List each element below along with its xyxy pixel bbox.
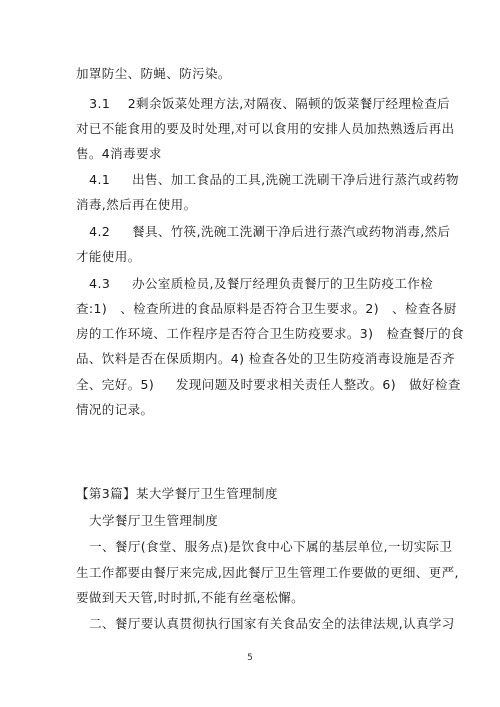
section-heading: 【第3篇】某大学餐厅卫生管理制度 [76, 486, 278, 501]
text-line: 大学餐厅卫生管理制度 [76, 513, 219, 528]
text-line: 情况的记录。 [76, 402, 154, 417]
text-line: 4.2 餐具、竹筷,洗碗工洗涮干净后进行蒸汽或药物消毒,然后 [76, 224, 451, 239]
text-line: 对已不能食用的要及时处理,对可以食用的安排人员加热熟透后再出 [76, 121, 455, 136]
text-line: 全、完好。5) 发现问题及时要求相关责任人整改。6) 做好检查 [76, 377, 461, 392]
text-line: 生工作都要由餐厅来完成,因此餐厅卫生管理工作要做的更细、更严, [76, 565, 459, 580]
page-number: 5 [247, 653, 253, 663]
text-line: 一、餐厅(食堂、服务点)是饮食中心下属的基层单位,一切实际卫 [76, 539, 453, 554]
text-line: 4.3 办公室质检员,及餐厅经理负责餐厅的卫生防疫工作检 [76, 276, 434, 291]
text-line: 3.1 2剩余饭菜处理方法,对隔夜、隔顿的饭菜餐厅经理检查后 [76, 96, 451, 111]
text-line: 二、餐厅要认真贯彻执行国家有关食品安全的法律法规,认真学习 [76, 616, 455, 631]
text-line: 消毒,然后再在使用。 [76, 197, 197, 212]
text-line: 加罩防尘、防蝇、防污染。 [76, 66, 231, 81]
text-line: 才能使用。 [76, 249, 141, 264]
text-line: 房的工作环境、工作程序是否符合卫生防疫要求。3) 检查餐厅的食 [76, 326, 464, 341]
text-line: 查:1) 、检查所进的食品原料是否符合卫生要求。2) 、检查各厨 [76, 301, 457, 316]
text-line: 售。4消毒要求 [76, 146, 162, 161]
text-line: 品、饮料是否在保质期内。4) 检查各处的卫生防疫消毒设施是否齐 [76, 351, 456, 366]
text-line: 要做到天天管,时时抓,不能有丝毫松懈。 [76, 590, 305, 605]
text-line: 4.1 出售、加工食品的工具,洗碗工洗刷干净后进行蒸汽或药物 [76, 172, 459, 187]
